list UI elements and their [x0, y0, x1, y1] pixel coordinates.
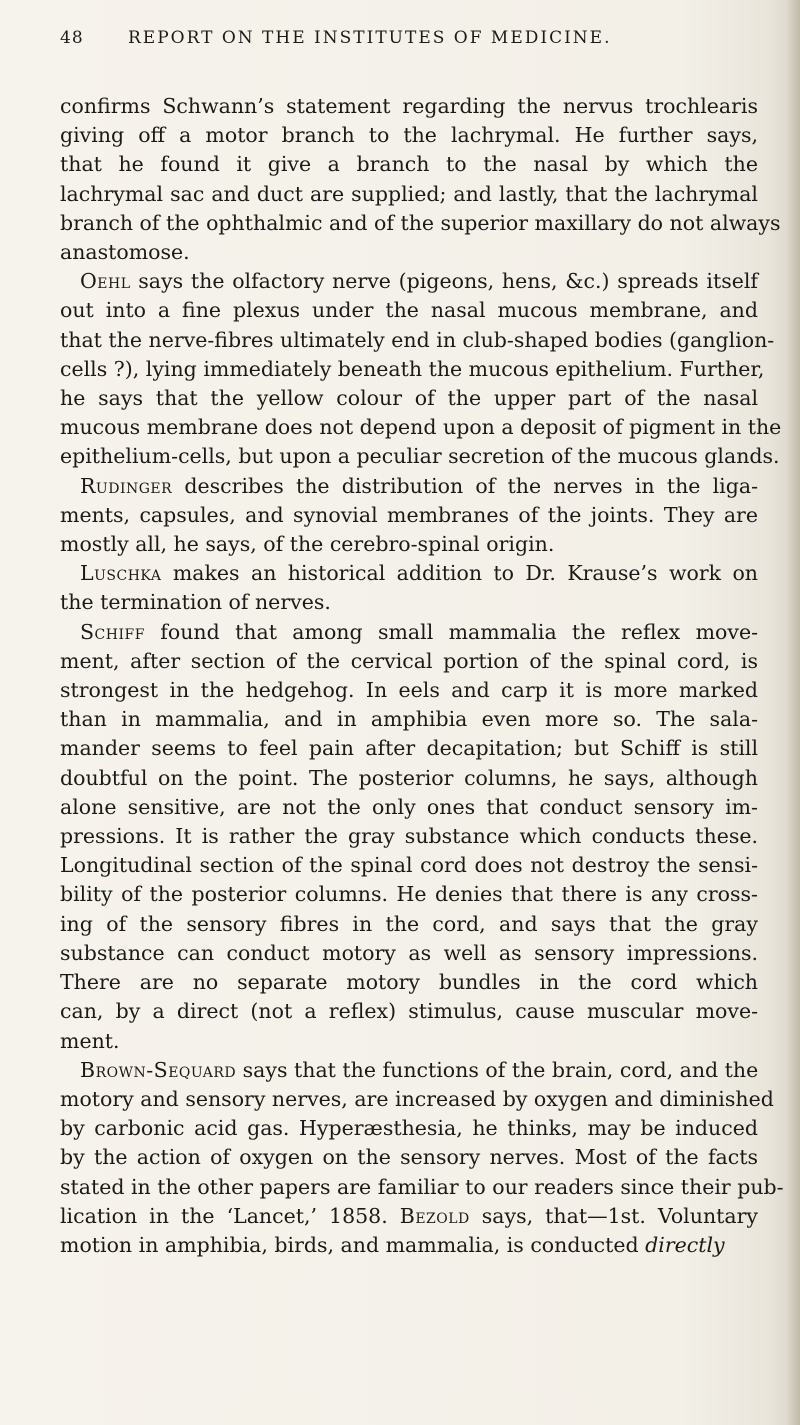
text-line: [60, 588, 758, 617]
text-line: [60, 618, 758, 647]
text-run: that he found it give a branch to the nasal by which the: [60, 152, 758, 177]
text-run: confirms Schwann’s statement regarding the nervus trochlearis: [60, 94, 758, 118]
text-run: Longitudinal section of the spinal cord does not destroy the sensi-: [60, 853, 758, 878]
author-name: Brown-Sequard: [80, 1057, 237, 1082]
text-line: [60, 1173, 784, 1202]
text-line: [60, 647, 758, 676]
text-run: mucous membrane does not depend upon a deposit of pigment in the: [60, 415, 782, 440]
text-line: [60, 910, 758, 939]
text-line: [60, 822, 758, 851]
text-line: [60, 1114, 758, 1143]
text-line: [60, 793, 758, 822]
text-run: branch of the ophthalmic and of the superior maxillary do not always: [60, 210, 781, 235]
text-run: alone sensitive, are not the only ones that conduct sensory im-: [60, 794, 758, 819]
text-line: [60, 326, 775, 355]
text-run: than in mammalia, and in amphibia even more so. The sala-: [60, 707, 758, 732]
text-run: ment.: [60, 1028, 120, 1053]
text-line: [60, 939, 758, 968]
author-name: Luschka: [80, 561, 162, 586]
text-line: [60, 238, 758, 267]
text-run: pressions. It is rather the gray substance which conducts these.: [60, 824, 758, 849]
text-run: lachrymal sac and duct are supplied; and lastly, that the lachrymal: [60, 181, 758, 206]
text-line: [60, 296, 758, 325]
text-line: [60, 472, 758, 501]
text-line: [60, 968, 758, 997]
text-line: [60, 997, 758, 1026]
text-run: he says that the yellow colour of the upper part of the nasal: [60, 386, 758, 411]
text-line: [60, 1143, 758, 1172]
text-run: describes the distribution of the nerves in the liga-: [172, 473, 758, 498]
text-line: [60, 442, 780, 471]
text-line: [60, 1085, 774, 1114]
text-line: [60, 734, 758, 763]
text-line: [60, 1056, 758, 1085]
text-run: ment, after section of the cervical portion of the spinal cord, is: [60, 648, 758, 673]
text-run: directly: [645, 1232, 725, 1257]
running-title: REPORT ON THE INSTITUTES OF MEDICINE.: [128, 28, 612, 48]
text-run: found that among small mammalia the reflex move-: [144, 619, 758, 644]
body-text: [60, 92, 784, 1260]
text-line: [60, 180, 758, 209]
text-line: [60, 764, 758, 793]
page-number: 48: [60, 28, 84, 48]
text-run: There are no separate motory bundles in the cord which: [60, 970, 758, 995]
text-line: [60, 530, 758, 559]
text-run: anastomose.: [60, 240, 190, 265]
author-name: Oehl: [80, 269, 131, 294]
text-line: [60, 676, 758, 705]
text-line: [60, 1202, 758, 1231]
text-run: the termination of nerves.: [60, 590, 331, 615]
text-line: [60, 150, 758, 179]
text-run: doubtful on the point. The posterior columns, he says, although: [60, 765, 758, 790]
text-run: says the olfactory nerve (pigeons, hens, &c.) spreads itself: [130, 269, 758, 294]
text-run: bility of the posterior columns. He denies that there is any cross-: [60, 882, 758, 907]
text-line: [60, 355, 765, 384]
text-line: [60, 384, 758, 413]
text-line: [60, 121, 758, 150]
text-run: says that the functions of the brain, cord, and the: [236, 1057, 759, 1082]
text-run: by the action of oxygen on the sensory nerves. Most of the facts: [60, 1145, 758, 1170]
text-run: mostly all, he says, of the cerebro-spinal origin.: [60, 532, 555, 557]
text-line: [60, 413, 782, 442]
page-edge-shadow: [786, 0, 800, 1425]
text-line: [60, 705, 758, 734]
text-run: can, by a direct (not a reflex) stimulus, cause muscular move-: [60, 999, 758, 1024]
text-run: cells ?), lying immediately beneath the mucous epithelium. Further,: [60, 356, 765, 381]
text-run: stated in the other papers are familiar to our readers since their pub-: [60, 1174, 784, 1199]
text-line: [60, 880, 758, 909]
text-line: [60, 92, 758, 121]
text-run: lication in the ‘Lancet,’ 1858.: [60, 1203, 400, 1228]
page-header: [60, 28, 760, 58]
text-line: [60, 1027, 758, 1056]
text-line: [60, 1231, 758, 1260]
author-name: Bezold: [399, 1203, 470, 1228]
text-run: strongest in the hedgehog. In eels and carp it is more marked: [60, 678, 758, 703]
text-line: [60, 501, 758, 530]
text-line: [60, 267, 758, 296]
text-line: [60, 851, 758, 880]
text-run: motion in amphibia, birds, and mammalia, is conducted: [60, 1232, 646, 1257]
text-run: ments, capsules, and synovial membranes of the joints. They are: [60, 502, 758, 527]
text-run: out into a fine plexus under the nasal mucous membrane, and: [60, 298, 758, 323]
text-run: mander seems to feel pain after decapitation; but Schiff is still: [60, 736, 758, 761]
text-run: motory and sensory nerves, are increased by oxygen and diminished: [60, 1086, 774, 1111]
text-run: substance can conduct motory as well as sensory impressions.: [60, 940, 758, 965]
text-run: says, that—1st. Voluntary: [469, 1203, 758, 1228]
text-run: that the nerve-fibres ultimately end in club-shaped bodies (ganglion-: [60, 327, 775, 352]
text-run: makes an historical addition to Dr. Krause’s work on: [161, 561, 758, 586]
text-run: epithelium-cells, but upon a peculiar secretion of the mucous glands.: [60, 444, 780, 469]
text-run: by carbonic acid gas. Hyperæsthesia, he thinks, may be induced: [60, 1116, 758, 1141]
author-name: Rudinger: [80, 473, 173, 498]
text-line: [60, 209, 781, 238]
author-name: Schiff: [80, 619, 145, 644]
text-run: giving off a motor branch to the lachrymal. He further says,: [60, 123, 758, 148]
text-run: ing of the sensory fibres in the cord, and says that the gray: [60, 911, 758, 936]
text-line: [60, 559, 758, 588]
